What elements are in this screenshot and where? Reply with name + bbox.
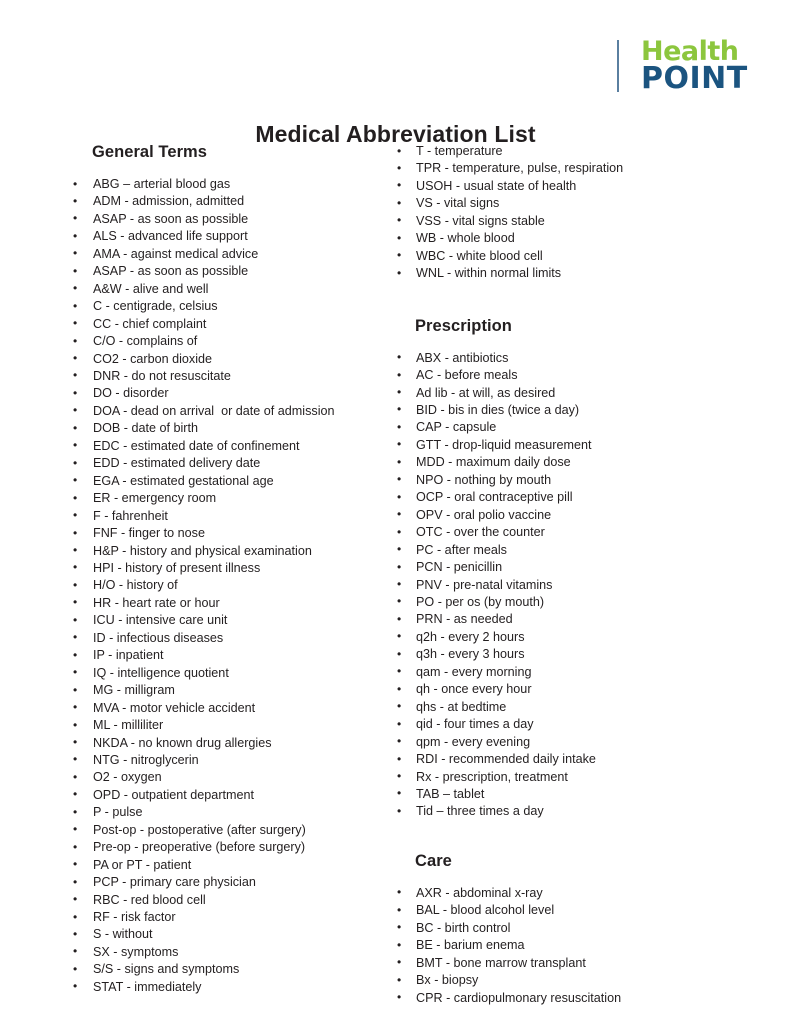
logo-word-health: Health	[641, 35, 739, 67]
abbreviation-item: • MDD - maximum daily dose	[385, 454, 725, 471]
abbreviation-item: • OPD - outpatient department	[60, 787, 380, 804]
abbreviation-item: • Rx - prescription, treatment	[385, 769, 725, 786]
abbreviation-item: • PCP - primary care physician	[60, 874, 380, 891]
abbreviation-item: • DNR - do not resuscitate	[60, 368, 380, 385]
abbreviation-item: • OTC - over the counter	[385, 524, 725, 541]
abbreviation-item: • USOH - usual state of health	[385, 178, 725, 195]
logo-word-point: POINT	[641, 60, 748, 96]
abbreviation-item: • DOA - dead on arrival or date of admission	[60, 403, 380, 420]
section-care	[385, 852, 725, 1007]
abbreviation-item: • ASAP - as soon as possible	[60, 211, 380, 228]
abbreviation-item: • PC - after meals	[385, 542, 725, 559]
abbreviation-item: • Ad lib - at will, as desired	[385, 385, 725, 402]
abbreviation-item: • BC - birth control	[385, 920, 725, 937]
abbreviation-item: • TAB – tablet	[385, 786, 725, 803]
abbreviation-item: • CO2 - carbon dioxide	[60, 351, 380, 368]
abbreviation-item: • Pre-op - preoperative (before surgery)	[60, 839, 380, 856]
abbreviation-item: • F - fahrenheit	[60, 508, 380, 525]
abbreviation-item: • BMT - bone marrow transplant	[385, 955, 725, 972]
abbreviation-item: • C - centigrade, celsius	[60, 298, 380, 315]
section-heading-general-terms: General Terms	[92, 143, 207, 161]
abbreviation-item: • Bx - biopsy	[385, 972, 725, 989]
abbreviation-item: • EDD - estimated delivery date	[60, 455, 380, 472]
abbreviation-item: • NKDA - no known drug allergies	[60, 735, 380, 752]
abbreviation-item: • O2 - oxygen	[60, 769, 380, 786]
abbreviation-item: • DO - disorder	[60, 385, 380, 402]
abbreviation-item: • qam - every morning	[385, 664, 725, 681]
abbreviation-item: • DOB - date of birth	[60, 420, 380, 437]
section-heading-prescription: Prescription	[415, 316, 512, 335]
abbreviation-item: • C/O - complains of	[60, 333, 380, 350]
abbreviation-item: • PA or PT - patient	[60, 857, 380, 874]
abbreviation-item: • IQ - intelligence quotient	[60, 665, 380, 682]
abbreviation-item: • MVA - motor vehicle accident	[60, 700, 380, 717]
abbreviation-item: • Post-op - postoperative (after surgery)	[60, 822, 380, 839]
abbreviation-list-care	[385, 885, 725, 1007]
abbreviation-item: • RBC - red blood cell	[60, 892, 380, 909]
abbreviation-item: • SX - symptoms	[60, 944, 380, 961]
abbreviation-item: • S - without	[60, 926, 380, 943]
abbreviation-item: • q2h - every 2 hours	[385, 629, 725, 646]
abbreviation-item: • A&W - alive and well	[60, 281, 380, 298]
abbreviation-item: • BID - bis in dies (twice a day)	[385, 402, 725, 419]
abbreviation-item: • EDC - estimated date of confinement	[60, 438, 380, 455]
abbreviation-item: • PRN - as needed	[385, 611, 725, 628]
abbreviation-item: • FNF - finger to nose	[60, 525, 380, 542]
page-title: Medical Abbreviation List	[255, 121, 536, 148]
abbreviation-item: • qid - four times a day	[385, 716, 725, 733]
section-heading-care: Care	[415, 851, 452, 870]
logo-divider-rule	[617, 40, 619, 92]
abbreviation-item: • RDI - recommended daily intake	[385, 751, 725, 768]
abbreviation-item: • BAL - blood alcohol level	[385, 902, 725, 919]
abbreviation-item: • CAP - capsule	[385, 419, 725, 436]
abbreviation-item: • GTT - drop-liquid measurement	[385, 437, 725, 454]
abbreviation-item: • PO - per os (by mouth)	[385, 594, 725, 611]
abbreviation-item: • P - pulse	[60, 804, 380, 821]
abbreviation-item: • AC - before meals	[385, 367, 725, 384]
abbreviation-item: • NPO - nothing by mouth	[385, 472, 725, 489]
abbreviation-item: • OCP - oral contraceptive pill	[385, 489, 725, 506]
logo-wordmark	[641, 35, 748, 96]
abbreviation-item: • ABG – arterial blood gas	[60, 176, 380, 193]
abbreviation-item: • CPR - cardiopulmonary resuscitation	[385, 990, 725, 1007]
section-prescription	[385, 317, 725, 821]
abbreviation-item: • PCN - penicillin	[385, 559, 725, 576]
abbreviation-item: • ALS - advanced life support	[60, 228, 380, 245]
abbreviation-item: • HR - heart rate or hour	[60, 595, 380, 612]
abbreviation-item: • RF - risk factor	[60, 909, 380, 926]
abbreviation-item: • OPV - oral polio vaccine	[385, 507, 725, 524]
abbreviation-list-general-terms	[60, 176, 380, 996]
abbreviation-item: • AMA - against medical advice	[60, 246, 380, 263]
abbreviation-item: • EGA - estimated gestational age	[60, 473, 380, 490]
abbreviation-item: • ASAP - as soon as possible	[60, 263, 380, 280]
abbreviation-item: • AXR - abdominal x-ray	[385, 885, 725, 902]
abbreviation-item: • WNL - within normal limits	[385, 265, 725, 282]
abbreviation-item: • H/O - history of	[60, 577, 380, 594]
right-column	[385, 143, 725, 1007]
abbreviation-item: • IP - inpatient	[60, 647, 380, 664]
abbreviation-item: • ABX - antibiotics	[385, 350, 725, 367]
section-general-terms-continued	[385, 143, 725, 283]
abbreviation-item: • NTG - nitroglycerin	[60, 752, 380, 769]
section-general-terms	[60, 143, 380, 996]
abbreviation-item: • H&P - history and physical examination	[60, 543, 380, 560]
abbreviation-item: • ER - emergency room	[60, 490, 380, 507]
abbreviation-item: • ICU - intensive care unit	[60, 612, 380, 629]
abbreviation-item: • PNV - pre-natal vitamins	[385, 577, 725, 594]
abbreviation-list-prescription	[385, 350, 725, 821]
abbreviation-item: • qpm - every evening	[385, 734, 725, 751]
abbreviation-item: • ML - milliliter	[60, 717, 380, 734]
abbreviation-item: • WBC - white blood cell	[385, 248, 725, 265]
abbreviation-item: • qhs - at bedtime	[385, 699, 725, 716]
abbreviation-list-general-terms-continued	[385, 143, 725, 283]
abbreviation-item: • Tid – three times a day	[385, 803, 725, 820]
abbreviation-item: • VSS - vital signs stable	[385, 213, 725, 230]
abbreviation-item: • WB - whole blood	[385, 230, 725, 247]
abbreviation-item: • T - temperature	[385, 143, 725, 160]
abbreviation-item: • TPR - temperature, pulse, respiration	[385, 160, 725, 177]
abbreviation-item: • HPI - history of present illness	[60, 560, 380, 577]
abbreviation-item: • MG - milligram	[60, 682, 380, 699]
abbreviation-item: • q3h - every 3 hours	[385, 646, 725, 663]
abbreviation-item: • STAT - immediately	[60, 979, 380, 996]
left-column	[60, 143, 380, 996]
abbreviation-item: • ID - infectious diseases	[60, 630, 380, 647]
abbreviation-item: • CC - chief complaint	[60, 316, 380, 333]
abbreviation-item: • ADM - admission, admitted	[60, 193, 380, 210]
healthpoint-logo	[617, 35, 748, 96]
abbreviation-item: • BE - barium enema	[385, 937, 725, 954]
abbreviation-item: • qh - once every hour	[385, 681, 725, 698]
abbreviation-item: • VS - vital signs	[385, 195, 725, 212]
abbreviation-item: • S/S - signs and symptoms	[60, 961, 380, 978]
